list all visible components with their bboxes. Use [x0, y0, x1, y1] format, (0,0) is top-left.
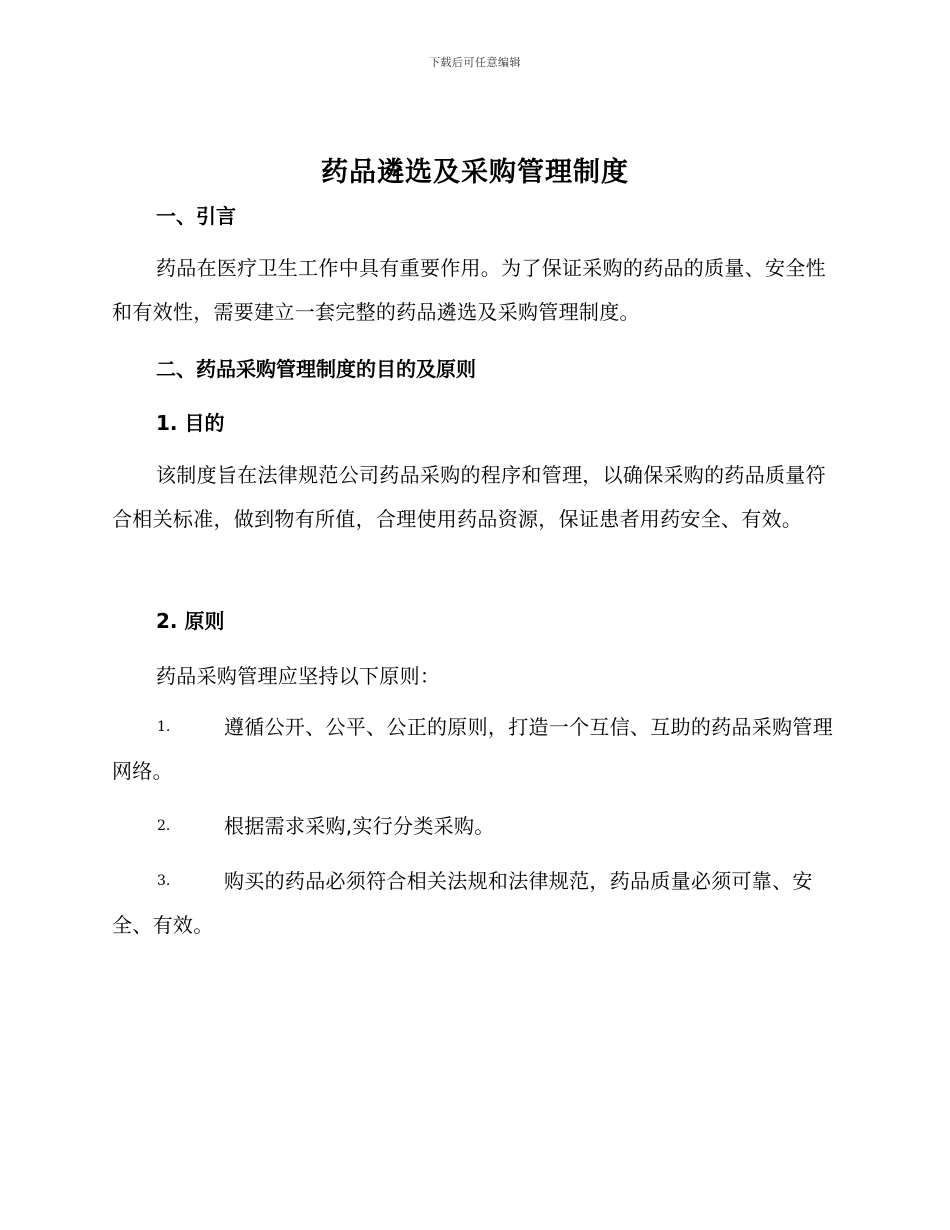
list-item-text: 根据需求采购,实行分类采购。 — [224, 814, 495, 838]
document-title: 药品遴选及采购管理制度 — [321, 157, 629, 188]
purpose-paragraph: 该制度旨在法律规范公司药品采购的程序和管理，以确保采购的药品质量符合相关标准，做到物有所值，合理使用药品资源，保证患者用药安全、有效。 — [112, 463, 826, 531]
introduction-paragraph: 药品在医疗卫生工作中具有重要作用。为了保证采购的药品的质量、安全性和有效性，需要建立一套完整的药品遴选及采购管理制度。 — [112, 256, 826, 324]
section-heading-introduction: 一、引言 — [156, 204, 236, 228]
section-heading-purpose-principles: 二、药品采购管理制度的目的及原则 — [156, 357, 476, 381]
header-note: 下载后可任意编辑 — [429, 56, 521, 69]
list-item-number: 1. — [157, 719, 171, 735]
list-item-number: 2. — [157, 818, 171, 834]
list-item-text: 遵循公开、公平、公正的原则，打造一个互信、互助的药品采购管理网络。 — [112, 715, 833, 783]
list-item-text: 购买的药品必须符合相关法规和法律规范，药品质量必须可靠、安全、有效。 — [112, 869, 813, 937]
subsection-heading-purpose: 1. 目的 — [156, 411, 225, 435]
principles-intro: 药品采购管理应坚持以下原则： — [156, 664, 441, 688]
subsection-heading-principles: 2. 原则 — [156, 609, 225, 633]
list-item-number: 3. — [157, 873, 171, 889]
